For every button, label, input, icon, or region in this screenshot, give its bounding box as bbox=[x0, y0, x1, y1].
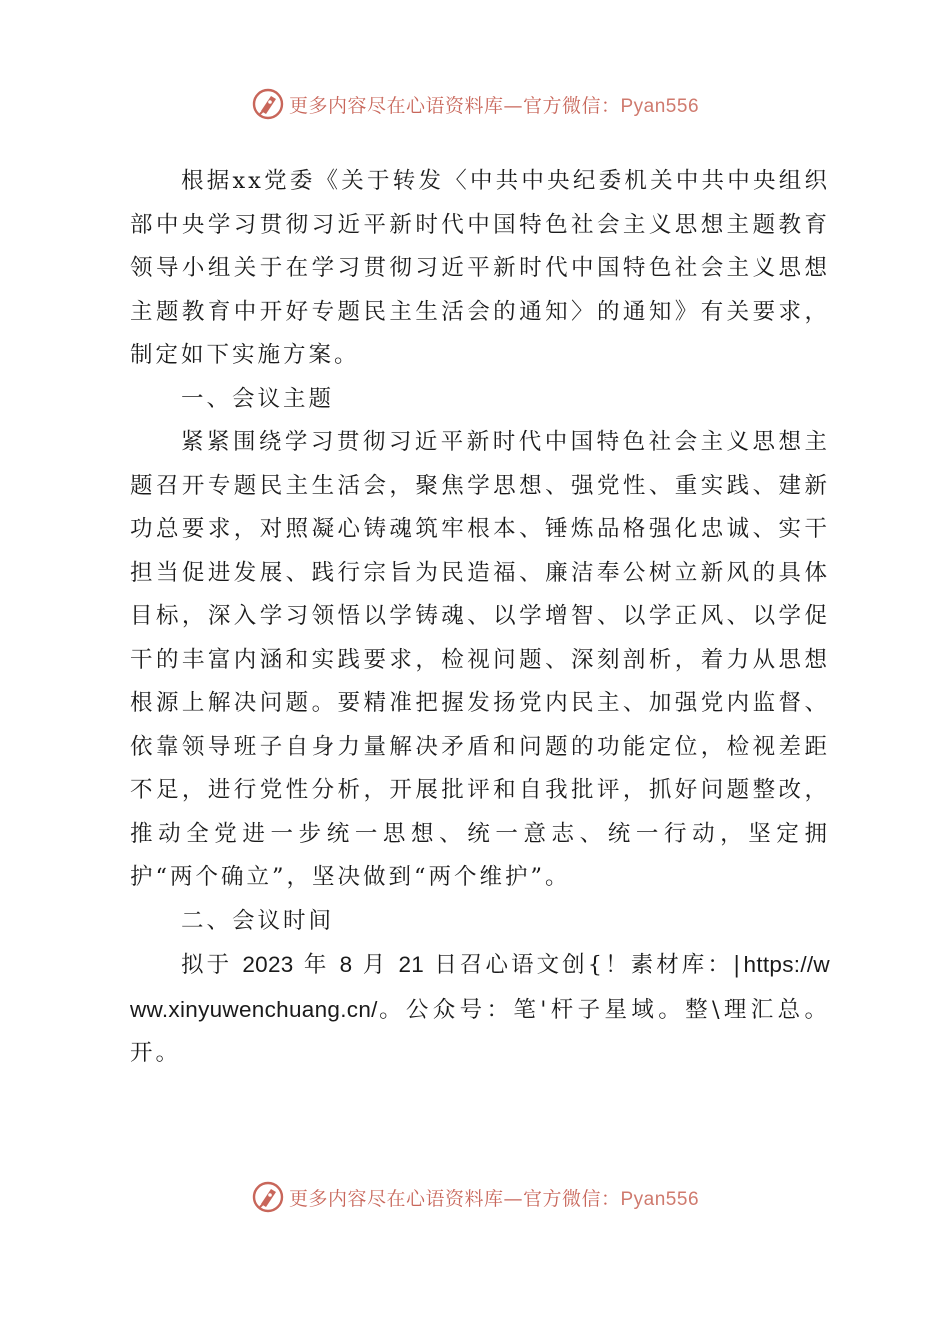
banner-text: 更多内容尽在心语资料库—官方微信：Pyan556 bbox=[288, 1187, 700, 1210]
pen-nib-circle-icon bbox=[251, 87, 285, 121]
header-watermark-banner bbox=[0, 84, 950, 124]
banner-wechat-id: Pyan556 bbox=[620, 95, 700, 117]
banner-text: 更多内容尽在心语资料库—官方微信：Pyan556 bbox=[288, 94, 700, 117]
pen-nib-circle-icon bbox=[251, 1180, 285, 1214]
intro-paragraph: 根据xx党委《关于转发〈中共中央纪委机关中共中央组织部中央学习贯彻习近平新时代中国特色社会主义思想主题教育领导小组关于在学习贯彻习近平新时代中国特色社会主义思想主题教育中开好专题民主生活会的通知〉的通知》有关要求，制定如下实施方案。 bbox=[130, 168, 830, 368]
section-heading-theme: 一、会议主题 bbox=[181, 385, 335, 412]
time-paragraph: 拟于 2023 年 8 月 21 日召心语文创{！素材库：|https://www.xinyuwenchuang.cn/。公众号：笔'杆子星域。整\理汇总。开。 bbox=[130, 952, 830, 1066]
source-url: https://www.xinyuwenchuang.cn/ bbox=[130, 952, 830, 1022]
section-heading-time: 二、会议时间 bbox=[181, 907, 335, 934]
theme-paragraph: 紧紧围绕学习贯彻习近平新时代中国特色社会主义思想主题召开专题民主生活会，聚焦学思想、强党性、重实践、建新功总要求，对照凝心铸魂筑牢根本、锤炼品格强化忠诚、实干担当促进发展、践行宗旨为民造福、廉洁奉公树立新风的具体目标，深入学习领悟以学铸魂、以学增智、以学正风、以学促干的丰富内涵和实践要求，检视问题、深刻剖析，着力从思想根源上解决问题。要精准把握发扬党内民主、加强党内监督、依靠领导班子自身力量解决矛盾和问题的功能定位，检视差距不足，进行党性分析，开展批评和自我批评，抓好问题整改，推动全党进一步统一思想、统一意志、统一行动，坚定拥护“两个确立”，坚决做到“两个维护”。 bbox=[130, 429, 830, 890]
document-body bbox=[130, 160, 830, 1076]
banner-wechat-id: Pyan556 bbox=[620, 1188, 700, 1210]
footer-watermark-banner bbox=[0, 1177, 950, 1217]
